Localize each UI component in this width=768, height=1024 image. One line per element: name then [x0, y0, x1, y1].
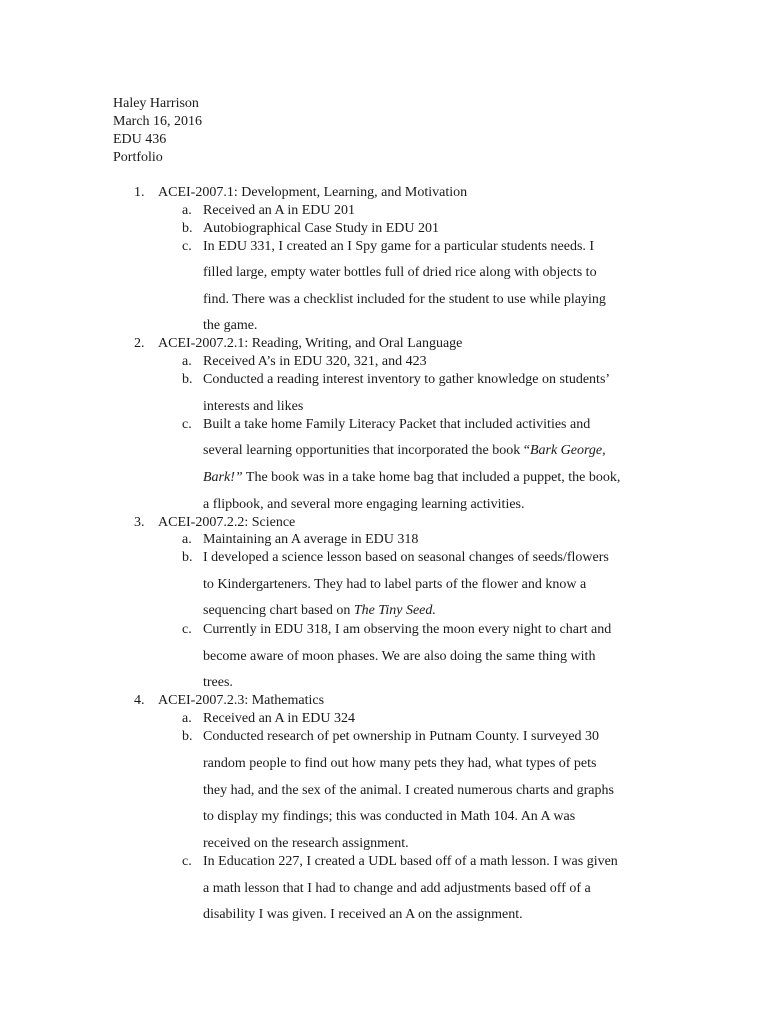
sub-item-text: Received an A in EDU 201 — [203, 203, 356, 218]
course-code: EDU 436 — [113, 132, 167, 147]
sub-item-letter: b. — [182, 729, 193, 744]
book-title: Bark!” — [203, 470, 243, 485]
sub-item-text: trees. — [203, 675, 233, 690]
sub-item-letter: b. — [182, 221, 193, 236]
sub-item-text: filled large, empty water bottles full of dried rice along with objects to — [203, 265, 597, 280]
sub-item-letter: c. — [182, 417, 192, 432]
author-name: Haley Harrison — [113, 96, 199, 111]
sub-item-letter: a. — [182, 354, 192, 369]
sub-item-text: interests and likes — [203, 399, 304, 414]
list-number: 3. — [134, 515, 145, 530]
sub-item-text: a math lesson that I had to change and add adjustments based off of a — [203, 881, 591, 896]
sub-item-text: In EDU 331, I created an I Spy game for a particular students needs. I — [203, 239, 595, 254]
sub-item-letter: a. — [182, 711, 192, 726]
list-number: 4. — [134, 693, 145, 708]
standard-title: ACEI-2007.2.3: Mathematics — [158, 693, 325, 708]
sub-item-text: they had, and the sex of the animal. I created numerous charts and graphs — [203, 783, 614, 798]
sub-item-text: Built a take home Family Literacy Packet that included activities and — [203, 417, 591, 432]
sub-item-text: Maintaining an A average in EDU 318 — [203, 532, 419, 547]
sub-item-letter: c. — [182, 854, 192, 869]
sub-item-text: Received an A in EDU 324 — [203, 711, 356, 726]
document-date: March 16, 2016 — [113, 114, 203, 129]
sub-item-text: random people to find out how many pets they had, what types of pets — [203, 756, 597, 771]
sub-item-text-line — [203, 602, 436, 620]
standard-title: ACEI-2007.2.2: Science — [158, 515, 296, 530]
sub-item-text: become aware of moon phases. We are also doing the same thing with — [203, 649, 596, 664]
sub-item-text: Conducted research of pet ownership in Putnam County. I surveyed 30 — [203, 729, 600, 744]
list-number: 1. — [134, 185, 145, 200]
sub-item-text: Conducted a reading interest inventory to gather knowledge on students’ — [203, 372, 611, 387]
sub-item-letter: c. — [182, 239, 192, 254]
sub-item-text-line — [203, 442, 606, 460]
sub-item-text: Currently in EDU 318, I am observing the moon every night to chart and — [203, 622, 612, 637]
sub-item-text: Received A’s in EDU 320, 321, and 423 — [203, 354, 427, 369]
sub-item-text: the game. — [203, 318, 258, 333]
sub-item-text: Autobiographical Case Study in EDU 201 — [203, 221, 440, 236]
sub-item-letter: b. — [182, 550, 193, 565]
text-fragment: sequencing chart based on — [203, 603, 354, 618]
sub-item-text: find. There was a checklist included for the student to use while playing — [203, 292, 606, 307]
sub-item-text: to display my findings; this was conducted in Math 104. An A was — [203, 809, 576, 824]
standard-title: ACEI-2007.1: Development, Learning, and Motivation — [158, 185, 468, 200]
sub-item-letter: b. — [182, 372, 193, 387]
sub-item-text: disability I was given. I received an A on the assignment. — [203, 907, 523, 922]
sub-item-text: a flipbook, and several more engaging learning activities. — [203, 497, 525, 512]
sub-item-text: received on the research assignment. — [203, 836, 409, 851]
sub-item-letter: a. — [182, 532, 192, 547]
book-title: The Tiny Seed. — [353, 603, 436, 618]
sub-item-letter: a. — [182, 203, 192, 218]
standard-title: ACEI-2007.2.1: Reading, Writing, and Oral Language — [158, 336, 463, 351]
sub-item-text: I developed a science lesson based on seasonal changes of seeds/flowers — [203, 550, 609, 565]
sub-item-text-line — [203, 469, 620, 487]
text-fragment: The book was in a take home bag that included a puppet, the book, — [242, 470, 621, 485]
document-title: Portfolio — [113, 150, 163, 165]
book-title: Bark George, — [529, 443, 606, 458]
list-number: 2. — [134, 336, 145, 351]
sub-item-letter: c. — [182, 622, 192, 637]
sub-item-text: to Kindergarteners. They had to label parts of the flower and know a — [203, 577, 587, 592]
sub-item-text: In Education 227, I created a UDL based off of a math lesson. I was given — [203, 854, 618, 869]
text-fragment: several learning opportunities that incorporated the book “ — [203, 443, 530, 458]
